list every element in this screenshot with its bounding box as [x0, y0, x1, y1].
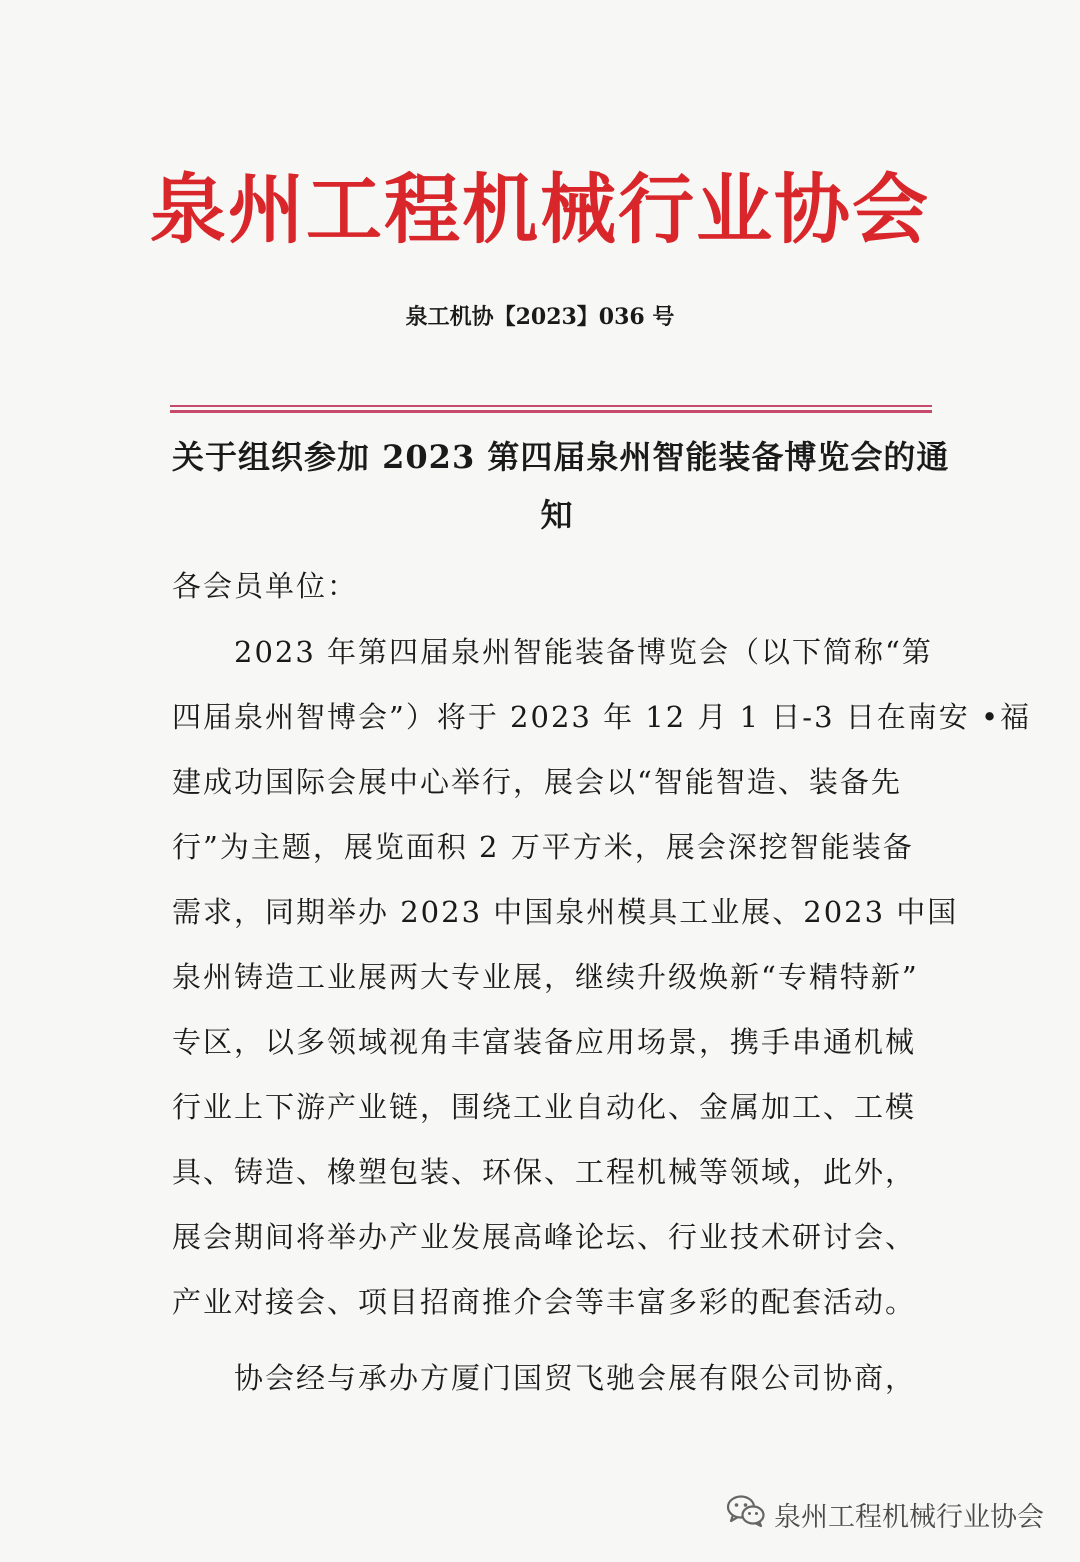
body-line: 泉州铸造工业展两大专业展，继续升级焕新“专精特新”: [172, 960, 919, 994]
body-line: 需求，同期举办 2023 中国泉州模具工业展、2023 中国: [172, 895, 959, 929]
body-paragraph-2: [172, 1346, 932, 1411]
body-line: 四届泉州智博会”）将于 2023 年 12 月 1 日-3 日在南安 •福: [172, 700, 1032, 734]
body-line: 展会期间将举办产业发展高峰论坛、行业技术研讨会、: [172, 1220, 917, 1254]
notice-title-line-2: 知: [540, 496, 574, 534]
header-divider-thin: [170, 405, 932, 407]
wechat-icon: [726, 1494, 766, 1535]
watermark-text: 泉州工程机械行业协会: [774, 1501, 1044, 1533]
body-line: 协会经与承办方厦门国贸飞驰会展有限公司协商，: [234, 1361, 917, 1395]
body-line: 专区，以多领域视角丰富装备应用场景，携手串通机械: [172, 1025, 917, 1059]
body-line: 2023 年第四届泉州智能装备博览会（以下简称“第: [234, 635, 933, 669]
body-line: 行业上下游产业链，围绕工业自动化、金属加工、工模: [172, 1090, 917, 1124]
body-line: 行”为主题，展览面积 2 万平方米，展会深挖智能装备: [172, 830, 914, 864]
body-line: 具、铸造、橡塑包装、环保、工程机械等领域，此外，: [172, 1155, 917, 1189]
organization-header: 泉州工程机械行业协会: [150, 165, 930, 254]
header-divider-thick: [170, 410, 932, 413]
body-paragraph-1: [172, 620, 1032, 1335]
notice-title-line-1: 关于组织参加 2023 第四届泉州智能装备博览会的通: [172, 438, 950, 476]
wechat-watermark: [726, 1494, 1044, 1534]
body-line: 产业对接会、项目招商推介会等丰富多彩的配套活动。: [172, 1285, 917, 1319]
document-number: 泉工机协【2023】036 号: [405, 304, 675, 330]
notice-title: [172, 428, 950, 544]
body-line: 建成功国际会展中心举行，展会以“智能智造、装备先: [172, 765, 902, 799]
salutation: 各会员单位：: [172, 569, 359, 603]
